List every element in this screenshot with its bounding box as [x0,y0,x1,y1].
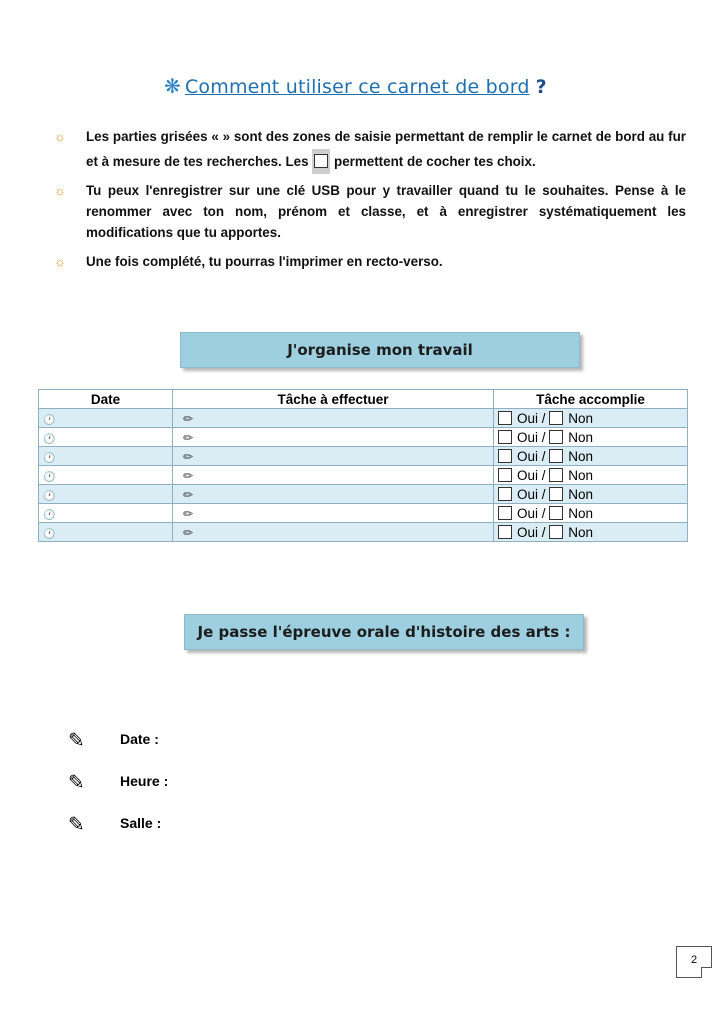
clock-icon: 🕐 [43,433,56,445]
instruction-text: Une fois complété, tu pourras l'imprimer en recto-verso. [86,254,443,269]
table-row [39,409,688,428]
date-cell[interactable] [39,447,173,466]
done-cell [494,428,688,447]
clock-icon: 🕐 [43,414,56,426]
no-checkbox[interactable] [549,487,563,501]
no-label: Non [568,448,594,464]
done-cell [494,485,688,504]
page-title [164,74,547,98]
table-header-row [39,390,688,409]
no-checkbox[interactable] [549,430,563,444]
page-number: 2 [676,946,712,978]
pencil-icon: ✏ [183,449,194,464]
clock-icon: 🕐 [43,528,56,540]
table-row [39,428,688,447]
date-cell[interactable] [39,466,173,485]
pen-icon: ✎ [68,772,85,794]
checkbox-icon [314,154,328,168]
task-cell[interactable] [173,466,494,485]
header-date: Date [39,390,173,409]
exam-banner: Je passe l'épreuve orale d'histoire des arts : [184,614,584,650]
exam-salle-field[interactable] [68,812,161,837]
no-label: Non [568,410,594,426]
exam-heure-field[interactable] [68,770,168,795]
asterisk-icon: ❋ [164,74,181,98]
date-cell[interactable] [39,428,173,447]
checkbox-example [312,149,330,174]
no-checkbox[interactable] [549,525,563,539]
date-cell[interactable] [39,409,173,428]
table-row [39,523,688,542]
yes-label: Oui / [517,486,546,502]
instruction-item [52,249,686,274]
instruction-text: permettent de cocher tes choix. [334,154,536,169]
title-text: Comment utiliser ce carnet de bord [184,76,530,98]
yes-label: Oui / [517,429,546,445]
yes-label: Oui / [517,410,546,426]
yes-checkbox[interactable] [498,525,512,539]
clock-icon: 🕐 [43,471,56,483]
no-label: Non [568,429,594,445]
yes-label: Oui / [517,524,546,540]
done-cell [494,409,688,428]
instruction-item [52,180,686,243]
pencil-icon: ✏ [183,430,194,445]
no-label: Non [568,467,594,483]
exam-heure-label: Heure : [120,773,169,789]
yes-checkbox[interactable] [498,449,512,463]
no-label: Non [568,505,594,521]
sun-icon: ☼ [54,183,66,198]
table-row [39,485,688,504]
clock-icon: 🕐 [43,490,56,502]
yes-checkbox[interactable] [498,468,512,482]
clock-icon: 🕐 [43,509,56,521]
date-cell[interactable] [39,523,173,542]
pen-icon: ✎ [68,814,85,836]
organise-banner: J'organise mon travail [180,332,580,368]
pencil-icon: ✏ [183,506,194,521]
yes-label: Oui / [517,467,546,483]
table-row [39,447,688,466]
done-cell [494,447,688,466]
header-task: Tâche à effectuer [173,390,494,409]
yes-checkbox[interactable] [498,487,512,501]
exam-salle-label: Salle : [120,815,162,831]
exam-date-field[interactable] [68,728,159,753]
table-row [39,466,688,485]
instruction-text: Les parties grisées « » sont des zones de saisie permettant de remplir le carnet de bord au fur et à mesure de tes recherches. Les [86,129,686,169]
clock-icon: 🕐 [43,452,56,464]
instruction-item [52,124,686,174]
pencil-icon: ✏ [183,468,194,483]
header-done: Tâche accomplie [494,390,688,409]
yes-checkbox[interactable] [498,411,512,425]
task-cell[interactable] [173,409,494,428]
yes-checkbox[interactable] [498,506,512,520]
yes-checkbox[interactable] [498,430,512,444]
instruction-text: Tu peux l'enregistrer sur une clé USB pour y travailler quand tu le souhaites. Pense à le renommer avec ton nom, prénom et classe, et à enregistrer systématiquement les modifications que tu apportes. [86,183,686,240]
task-cell[interactable] [173,447,494,466]
no-checkbox[interactable] [549,468,563,482]
pencil-icon: ✏ [183,487,194,502]
no-checkbox[interactable] [549,411,563,425]
pencil-icon: ✏ [183,525,194,540]
sun-icon: ☼ [54,129,66,144]
yes-label: Oui / [517,505,546,521]
task-cell[interactable] [173,523,494,542]
no-checkbox[interactable] [549,449,563,463]
table-row [39,504,688,523]
done-cell [494,504,688,523]
date-cell[interactable] [39,485,173,504]
title-question-mark: ? [535,76,547,98]
sun-icon: ☼ [54,254,66,269]
done-cell [494,523,688,542]
no-label: Non [568,524,594,540]
pencil-icon: ✏ [183,411,194,426]
task-cell[interactable] [173,504,494,523]
exam-date-label: Date : [120,731,159,747]
date-cell[interactable] [39,504,173,523]
task-cell[interactable] [173,428,494,447]
pen-icon: ✎ [68,730,85,752]
task-table [38,389,688,542]
instructions-list [52,124,686,280]
no-checkbox[interactable] [549,506,563,520]
yes-label: Oui / [517,448,546,464]
task-cell[interactable] [173,485,494,504]
done-cell [494,466,688,485]
no-label: Non [568,486,594,502]
